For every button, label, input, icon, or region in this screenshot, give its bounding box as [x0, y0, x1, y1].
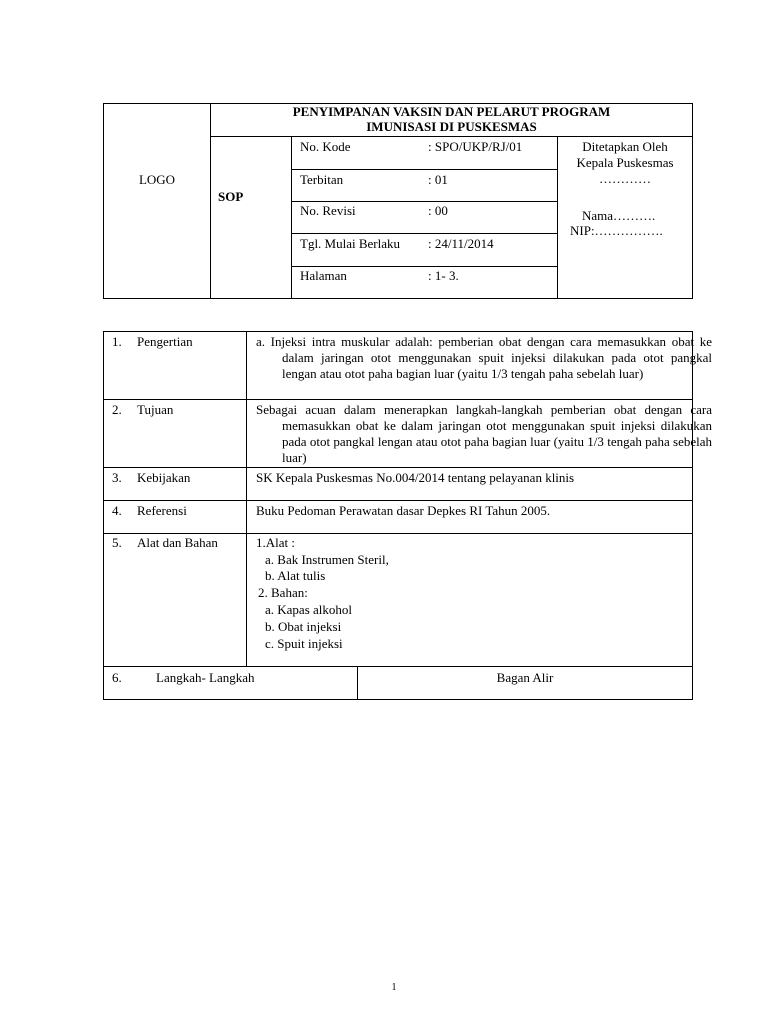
info-label-halaman: Halaman — [300, 268, 347, 283]
info-label-terbitan: Terbitan — [300, 172, 344, 187]
alat-heading: 1.Alat : — [256, 535, 295, 550]
alat-item: a. Bak Instrumen Steril, — [265, 552, 389, 567]
info-value-tgl-berlaku: : 24/11/2014 — [428, 236, 494, 251]
row-label-alat-bahan: Alat dan Bahan — [137, 535, 218, 550]
info-value-no-kode: : SPO/UKP/RJ/01 — [428, 139, 523, 154]
kebijakan-text: SK Kepala Puskesmas No.004/2014 tentang pelayanan klinis — [256, 470, 575, 485]
bahan-item: c. Spuit injeksi — [265, 636, 343, 651]
info-value-terbitan: : 01 — [428, 172, 448, 187]
referensi-text: Buku Pedoman Perawatan dasar Depkes RI Tahun 2005. — [256, 503, 551, 518]
bahan-item: b. Obat injeksi — [265, 619, 342, 634]
alat-item: b. Alat tulis — [265, 568, 326, 583]
document-title-line1: PENYIMPANAN VAKSIN DAN PELARUT PROGRAM — [292, 104, 611, 119]
row-label-referensi: Referensi — [137, 503, 187, 518]
approval-ditetapkan: Ditetapkan Oleh — [582, 139, 668, 154]
row-number: 3. — [112, 470, 122, 485]
approval-dots: ………… — [599, 171, 651, 186]
row-number: 2. — [112, 402, 122, 417]
row-label-tujuan: Tujuan — [137, 402, 174, 417]
row-number: 1. — [112, 334, 122, 349]
bagan-alir-label: Bagan Alir — [496, 670, 554, 685]
info-value-halaman: : 1- 3. — [428, 268, 459, 283]
approval-kepala: Kepala Puskesmas — [576, 155, 674, 170]
row-number: 6. — [112, 670, 122, 685]
row-number: 4. — [112, 503, 122, 518]
row-label-pengertian: Pengertian — [137, 334, 193, 349]
approval-nip: NIP:……………. — [570, 223, 663, 238]
logo-placeholder: LOGO — [138, 172, 176, 187]
info-label-tgl-berlaku: Tgl. Mulai Berlaku — [300, 236, 401, 251]
info-value-no-revisi: : 00 — [428, 203, 448, 218]
pengertian-text: a. Injeksi intra muskular adalah: pemberian obat dengan cara memasukkan obat ke dalam jaringan otot menggunakan spuit injeksi dilakukan pada otot pangkal lengan atau otot paha bagian luar (yaitu 1/3 tengah paha sebelah luar) — [256, 334, 712, 381]
approval-nama: Nama………. — [582, 208, 656, 223]
bahan-heading: 2. Bahan: — [258, 585, 308, 600]
page-number: 1 — [391, 982, 397, 993]
bahan-item: a. Kapas alkohol — [265, 602, 353, 617]
row-number: 5. — [112, 535, 122, 550]
row-label-kebijakan: Kebijakan — [137, 470, 191, 485]
document-title-line2: IMUNISASI DI PUSKESMAS — [366, 119, 537, 134]
sop-label: SOP — [218, 189, 244, 204]
info-label-no-kode: No. Kode — [300, 139, 351, 154]
info-label-no-revisi: No. Revisi — [300, 203, 356, 218]
tujuan-text: Sebagai acuan dalam menerapkan langkah-langkah pemberian obat dengan cara memasukkan obat ke dalam jaringan otot menggunakan spuit injeksi dilakukan pada otot pangkal lengan atau otot paha bagian luar (yaitu 1/3 tengah paha sebelah luar) — [256, 402, 712, 465]
row-label-langkah: Langkah- Langkah — [156, 670, 255, 685]
